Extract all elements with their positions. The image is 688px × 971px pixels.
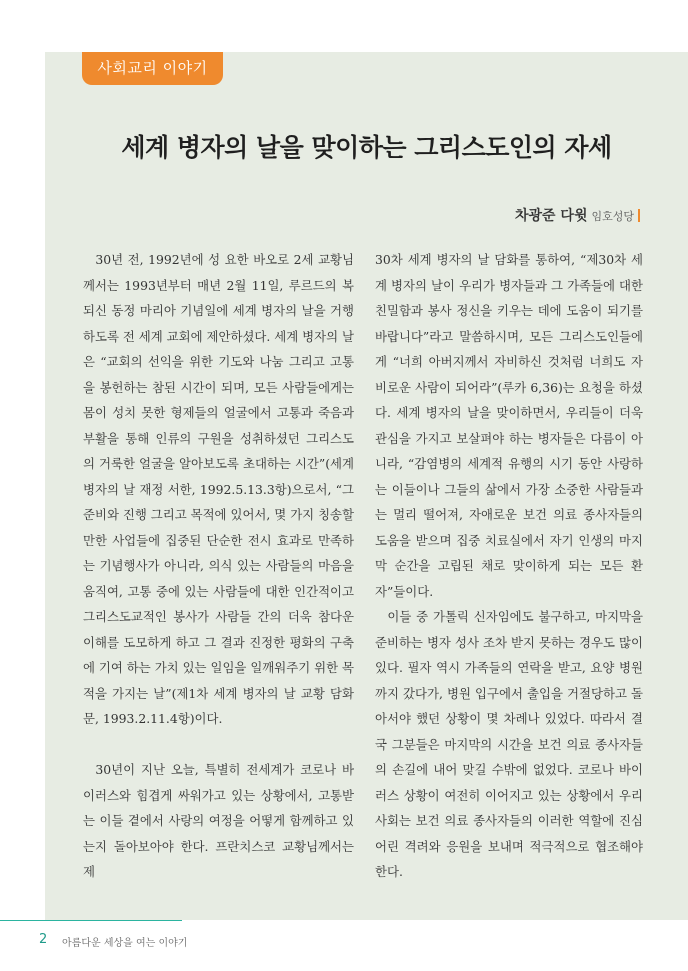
byline-accent-bar <box>638 209 640 222</box>
running-title: 아름다운 세상을 여는 이야기 <box>62 938 188 949</box>
page-number: 2 <box>39 932 48 947</box>
paragraph: 30년이 지난 오늘, 특별히 전세계가 코로나 바이러스와 힘겹게 싸워가고 있는 상황에서, 고통받는 이들 곁에서 사랑의 여정을 어떻게 함께하고 있는지 돌아보아야 한다. 프란치스코 교황님께서는 제 <box>83 762 354 879</box>
paragraph: 30년 전, 1992년에 성 요한 바오로 2세 교황님께서는 1993년부터 매년 2월 11일, 루르드의 복되신 동정 마리아 기념일에 세계 병자의 날을 거행하도록 전 세계 교회에 제안하셨다. 세계 병자의 날은 “교회의 선익을 위한 기도와 나눔 그리고 고통을 봉헌하는 참된 시간이 되며, 모든 사람들에게는 몸이 성치 못한 형제들의 얼굴에서 고통과 죽음과 부활을 통해 인류의 구원을 성취하셨던 그리스도의 거룩한 얼굴을 알아보도록 초대하는 시간”(세계 병자의 날 재정 서한, 1992.5.13.3항)으로서, “그 준비와 진행 그리고 목적에 있어서, 몇 가지 칭송할 만한 사업들에 집중된 단순한 전시 효과로 만족하는 기념행사가 아니라, 의식 있는 사람들의 마음을 움직여, 고통 중에 있는 사람들에 대한 인간적이고 그리스도교적인 봉사가 사람들 간의 더욱 참다운 이해를 도모하게 하고 그 결과 진정한 평화의 구축에 기여 하는 가치 있는 일임을 일깨워주기 위한 목적을 가지는 날”(제1차 세계 병자의 날 교황 담화문, 1993.2.11.4항)이다. <box>83 252 354 726</box>
paragraph: 30차 세계 병자의 날 담화를 통하여, “제30차 세계 병자의 날이 우리가 병자들과 그 가족들에 대한 친밀함과 봉사 정신을 키우는 데에 도움이 되기를 바랍니다”라고 말씀하시며, 모든 그리스도인들에게 “너희 아버지께서 자비하신 것처럼 너희도 자비로운 사람이 되어라”(루카 6,36)는 요청을 하셨다. 세계 병자의 날을 맞이하면서, 우리들이 더욱 관심을 가지고 보살펴야 하는 병자들은 다름이 아니라, “감염병의 세계적 유행의 시기 동안 사랑하는 이들이나 그들의 삶에서 가장 소중한 사람들과는 멀리 떨어져, 자애로운 보건 의료 종사자들의 도움을 받으며 집중 치료실에서 자기 인생의 마지막 순간을 고립된 채로 맞이하게 되는 모든 환자”들이다. <box>375 252 643 599</box>
author-name: 차광준 다윗 <box>514 208 588 224</box>
right-column <box>375 247 643 885</box>
paragraph: 이들 중 가톨릭 신자임에도 불구하고, 마지막을 준비하는 병자 성사 조차 받지 못하는 경우도 많이 있다. 필자 역시 가족들의 연락을 받고, 요양 병원까지 갔다가, 병원 입구에서 출입을 거절당하고 돌아서야 했던 상황이 몇 차례나 있었다. 따라서 결국 그분들은 마지막의 시간을 보건 의료 종사자들의 손길에 내어 맞길 수밖에 없었다. 코로나 바이러스 상황이 여전히 이어지고 있는 상황에서 우리 사회는 보건 의료 종사자들의 이러한 역할에 진심어린 격려와 응원을 보내며 적극적으로 협조해야 한다. <box>375 609 643 879</box>
author-parish: 임호성당 <box>591 210 634 223</box>
footer-rule <box>0 920 182 921</box>
section-tag: 사회교리 이야기 <box>82 52 223 85</box>
byline <box>515 205 640 225</box>
article-title: 세계 병자의 날을 맞이하는 그리스도인의 자세 <box>121 133 612 162</box>
left-column <box>83 247 354 885</box>
